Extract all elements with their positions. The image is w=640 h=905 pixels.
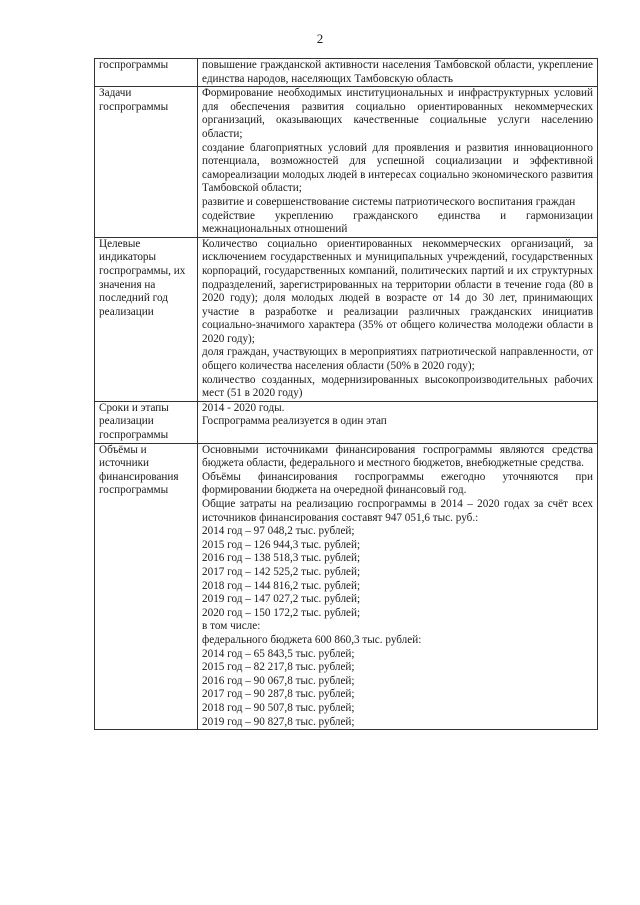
table-row xyxy=(95,237,598,401)
funding-line: 2020 год – 150 172,2 тыс. рублей; xyxy=(202,606,361,619)
funding-line: 2015 год – 82 217,8 тыс. рублей; xyxy=(202,661,355,674)
row-label-text: Задачи госпрограммы xyxy=(99,87,169,113)
paragraph: содействие укреплению гражданского единства и гармонизации межнациональных отношений xyxy=(202,209,593,236)
paragraph: создание благоприятных условий для проявления и развития инновационного потенциала, возможностей для успешной социализации и эффективной самореализации молодых людей в интересах социально экономического развития Тамбовской области; xyxy=(202,141,593,195)
row-label-text: Объёмы и источники финансирования госпрограммы xyxy=(99,443,179,497)
paragraph: Госпрограмма реализуется в один этап xyxy=(202,415,387,428)
table-row xyxy=(95,401,598,443)
paragraph: доля граждан, участвующих в мероприятиях патриотической направленности, от общего количества населения области (50% в 2020 году); xyxy=(202,346,593,373)
program-passport-table xyxy=(94,58,598,730)
paragraph: 2014 - 2020 годы. xyxy=(202,401,285,414)
row-label-text: госпрограммы xyxy=(99,59,169,71)
paragraph: Объёмы финансирования госпрограммы ежегодно уточняются при формировании бюджета на очередной финансовый год. xyxy=(202,470,593,497)
row-label xyxy=(95,87,198,238)
row-label xyxy=(95,443,198,729)
funding-line: 2015 год – 126 944,3 тыс. рублей; xyxy=(202,538,361,551)
paragraph: Общие затраты на реализацию госпрограммы в 2014 – 2020 годах за счёт всех источников финансирования составят 947 051,6 тыс. руб.: xyxy=(202,498,593,524)
row-label xyxy=(95,401,198,443)
table-row xyxy=(95,443,598,729)
row-label xyxy=(95,237,198,401)
page-number: 2 xyxy=(316,31,324,46)
funding-line: 2018 год – 90 507,8 тыс. рублей; xyxy=(202,701,355,714)
paragraph: количество созданных, модернизированных высокопроизводительных рабочих мест (51 в 2020 году) xyxy=(202,373,593,400)
table-row xyxy=(95,87,598,238)
row-content xyxy=(198,87,598,238)
paragraph: развитие и совершенствование системы патриотического воспитания граждан xyxy=(202,195,576,208)
funding-line: 2018 год – 144 816,2 тыс. рублей; xyxy=(202,579,361,592)
row-content xyxy=(198,237,598,401)
row-content xyxy=(198,401,598,443)
paragraph: Количество социально ориентированных некоммерческих организаций, за исключением государственных и муниципальных учреждений, государственных корпораций, государственных компаний, политических партий и их структурных подразделений, зарегистрированных на территории области в течение года (80 в 2020 году); доля молодых людей в возрасте от 14 до 30 лет, принимающих участие в разработке и реализации различных гражданских инициатив социально-значимого характера (35% от общего количества молодежи области в 2020 году); xyxy=(202,237,593,345)
row-content xyxy=(198,443,598,729)
funding-line: 2017 год – 90 287,8 тыс. рублей; xyxy=(202,688,355,701)
row-label xyxy=(95,59,198,87)
funding-line: 2014 год – 65 843,5 тыс. рублей; xyxy=(202,647,355,660)
funding-line: в том числе: xyxy=(202,620,261,633)
paragraph: повышение гражданской активности населения Тамбовской области, укрепление единства народов, населяющих Тамбовскую область xyxy=(202,59,593,85)
funding-line: 2014 год – 97 048,2 тыс. рублей; xyxy=(202,525,355,538)
funding-line: 2016 год – 90 067,8 тыс. рублей; xyxy=(202,674,355,687)
paragraph: Основными источниками финансирования госпрограммы являются средства бюджета области, федерального и местного бюджетов, внебюджетные средства. xyxy=(202,443,593,470)
funding-line: 2019 год – 147 027,2 тыс. рублей; xyxy=(202,593,361,606)
row-content xyxy=(198,59,598,87)
funding-line: 2019 год – 90 827,8 тыс. рублей; xyxy=(202,715,355,728)
funding-line: федерального бюджета 600 860,3 тыс. рублей: xyxy=(202,633,422,646)
table-row xyxy=(95,59,598,87)
row-label-text: Сроки и этапы реализации госпрограммы xyxy=(99,401,169,442)
funding-line: 2016 год – 138 518,3 тыс. рублей; xyxy=(202,552,361,565)
paragraph: Формирование необходимых институциональных и инфраструктурных условий для обеспечения развития социально ориентированных некоммерческих организаций, оказывающих качественные социальные услуги населению области; xyxy=(202,87,593,140)
row-label-text: Целевые индикаторы госпрограммы, их значения на последний год реализации xyxy=(99,237,186,318)
funding-line: 2017 год – 142 525,2 тыс. рублей; xyxy=(202,565,361,578)
